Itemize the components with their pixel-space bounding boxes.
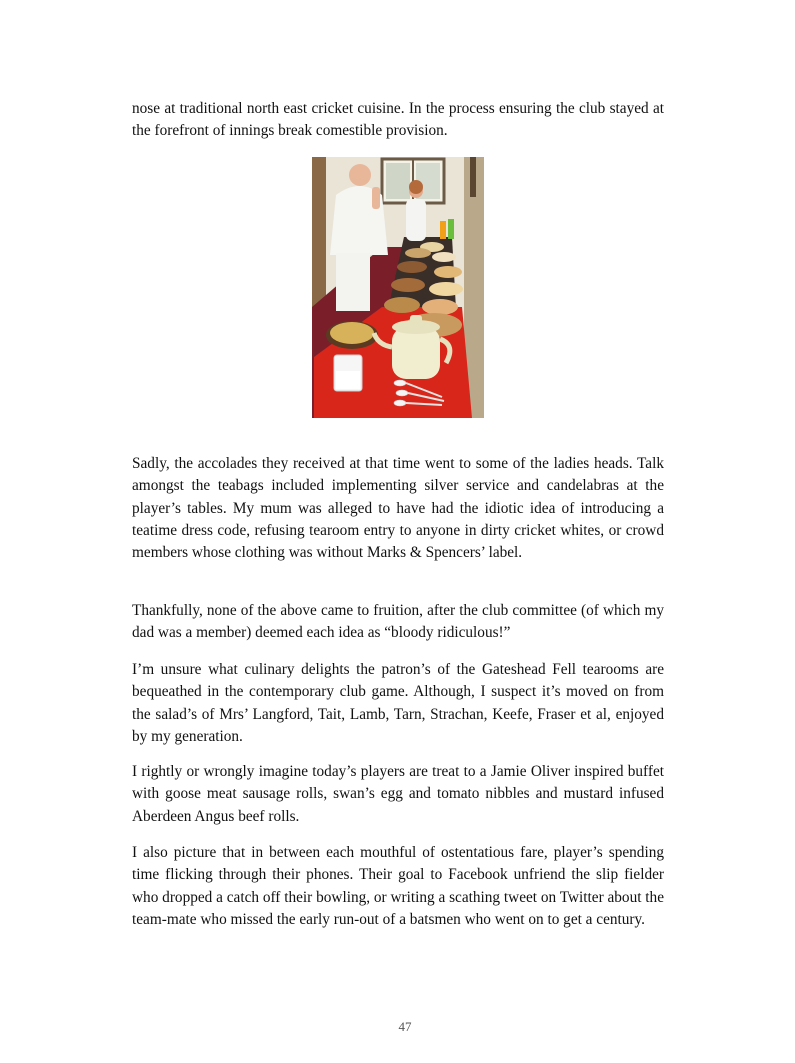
paragraph-phones: I also picture that in between each mouthful of ostentatious fare, player’s spending time flicking through their phones. Their goal to Facebook unfriend the slip fielder who dropped a catch off their bowling, or writing a scathing tweet on Twitter about the team-mate who missed the early run-out of a batsmen who went on to get a century. (132, 844, 664, 928)
paragraph-accolades: Sadly, the accolades they received at that time went to some of the ladies heads. Talk amongst the teabags included implementing silver service and candelabras at the player’s tables. My mum was alleged to have had the idiotic idea of introducing a teatime dress code, refusing tearoom entry to anyone in dirty cricket whites, or crowd members whose clothing was without Marks & Spencers’ label. (132, 455, 664, 562)
paragraph-culinary-delights: I’m unsure what culinary delights the patron’s of the Gateshead Fell tearooms are bequeathed in the contemporary club game. Although, I suspect it’s moved on from the salad’s of Mrs’ Langford, Tait, Lamb, Tarn, Strachan, Keefe, Fraser et al, enjoyed by my generation. (132, 661, 664, 745)
page-number: 47 (398, 1019, 412, 1034)
tearoom-buffet-photo (312, 157, 484, 418)
paragraph-cuisine: nose at traditional north east cricket cuisine. In the process ensuring the club stayed at the forefront of innings break comestible provision. (132, 100, 664, 140)
paragraph-thankfully: Thankfully, none of the above came to fruition, after the club committee (of which my dad was a member) deemed each idea as “bloody ridiculous!” (132, 602, 664, 642)
paragraph-jamie-oliver: I rightly or wrongly imagine today’s players are treat to a Jamie Oliver inspired buffet with goose meat sausage rolls, swan’s egg and tomato nibbles and mustard infused Aberdeen Angus beef rolls. (132, 763, 664, 825)
